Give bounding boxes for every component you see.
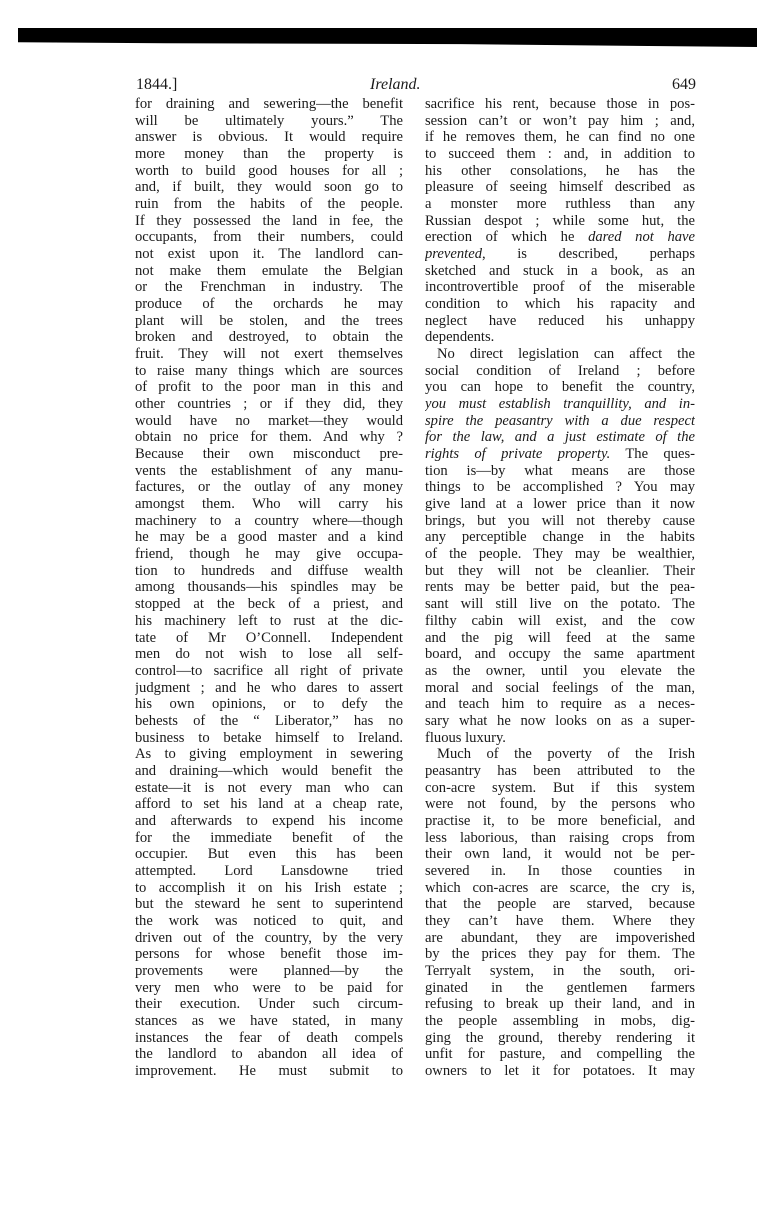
text-line [135, 896, 403, 913]
text-line [135, 396, 403, 413]
italic-text-segment: dared not have [588, 229, 695, 246]
text-line [425, 746, 695, 763]
text-segment: he may be a good master and a kind [135, 529, 403, 546]
text-line [135, 179, 403, 196]
text-segment: sacrifice his rent, because those in pos- [425, 96, 695, 112]
text-segment: refusing to break up their land, and in [425, 996, 695, 1013]
text-segment: The ques- [610, 446, 695, 463]
text-line [425, 279, 695, 296]
text-segment: their own land, it would not be per- [425, 846, 695, 863]
text-line [425, 846, 695, 863]
text-segment: As to giving employment in sewering [135, 746, 403, 763]
text-segment: factures, or the outlay of any money [135, 479, 403, 496]
text-segment: that the people are starved, because [425, 896, 695, 913]
text-line [135, 946, 403, 963]
text-line [425, 446, 695, 463]
text-segment: which con-acres are scarce, the cry is, [425, 879, 695, 896]
text-segment: ging the ground, thereby rendering it [425, 1029, 695, 1046]
text-line [135, 363, 403, 380]
text-segment: but the steward he sent to superintend [135, 896, 403, 913]
text-line [425, 563, 695, 580]
text-segment: tion to hundreds and diffuse wealth [135, 562, 403, 579]
text-line [135, 830, 403, 847]
text-segment: tate of Mr O’Connell. Independent [135, 629, 403, 646]
italic-text-segment: rights of private property. [425, 446, 611, 463]
text-segment: were not found, by the persons who [425, 796, 695, 813]
text-segment: practise it, to be more beneficial, and [425, 812, 695, 829]
text-line [135, 1013, 403, 1030]
text-line [135, 880, 403, 897]
text-line [425, 229, 695, 246]
text-line [425, 980, 695, 997]
text-line [135, 1030, 403, 1047]
text-segment: but they will not be cleanlier. Their [425, 562, 695, 579]
italic-text-segment: for the law, and a just estimate of the [425, 429, 695, 446]
text-segment: if he removes them, he can find no one [425, 129, 695, 146]
text-line [425, 946, 695, 963]
text-line [425, 796, 695, 813]
text-line [135, 129, 403, 146]
text-segment: brings, but you will not thereby cause [425, 512, 695, 529]
text-line [135, 529, 403, 546]
text-line [425, 1063, 695, 1080]
text-segment: to raise many things which are sources [135, 362, 403, 379]
scan-edge-black-bar [18, 28, 757, 47]
text-line [425, 963, 695, 980]
text-line [135, 963, 403, 980]
text-line [425, 1046, 695, 1063]
page-number: 649 [672, 76, 696, 93]
text-line [135, 846, 403, 863]
text-line [135, 646, 403, 663]
italic-text-segment: you must establish tranquillity, and in- [425, 396, 695, 413]
text-column-right [425, 96, 695, 1080]
text-line [425, 96, 695, 113]
text-segment: filthy cabin will exist, and the cow [425, 612, 695, 629]
text-line [135, 563, 403, 580]
text-segment: men do not wish to lose all self- [135, 646, 403, 663]
text-segment: more money than the property is [135, 146, 403, 163]
text-segment: for draining and sewering—the benefit [135, 96, 403, 112]
text-segment: his other consolations, he has the [425, 162, 695, 179]
text-segment: very men who were to be paid for [135, 979, 403, 996]
text-segment: you can hope to benefit the country, [425, 379, 695, 396]
text-line [135, 429, 403, 446]
text-line [135, 479, 403, 496]
text-line [425, 179, 695, 196]
text-segment: for the immediate benefit of the [135, 829, 403, 846]
text-line [135, 196, 403, 213]
text-segment: and teach him to require as a neces- [425, 696, 695, 713]
text-segment: con-acre system. But if this system [425, 779, 695, 796]
text-segment: sary what he now looks on as a super- [425, 712, 695, 729]
text-segment: and, if built, they would soon go to [135, 179, 403, 196]
text-segment: sant will still live on the potato. The [425, 596, 695, 613]
text-segment: Terryalt system, in the south, ori- [425, 962, 695, 979]
text-line [135, 780, 403, 797]
text-line [425, 513, 695, 530]
text-line [135, 713, 403, 730]
text-segment: afford to set his land at a cheap rate, [135, 796, 403, 813]
text-line [135, 813, 403, 830]
text-line [135, 663, 403, 680]
text-segment: persons for whose benefit those im- [135, 946, 403, 963]
text-segment: will be ultimately yours.” The [135, 112, 403, 129]
text-segment: severed in. In those counties in [425, 862, 695, 879]
text-line [135, 246, 403, 263]
text-line [425, 730, 695, 747]
text-line [135, 746, 403, 763]
text-segment: tion is—by what means are those [425, 462, 695, 479]
text-segment: as the owner, until you elevate the [425, 662, 695, 679]
text-segment: dependents. [425, 329, 495, 346]
text-segment: vents the establishment of any manu- [135, 462, 403, 479]
text-segment: sketched and stuck in a book, as an [425, 262, 695, 279]
text-segment: obtain no price for them. And why ? [135, 429, 403, 446]
text-segment: stopped at the beck of a priest, and [135, 596, 403, 613]
text-line [135, 346, 403, 363]
text-line [135, 730, 403, 747]
text-segment: any perceptible change in the habits [425, 529, 695, 546]
text-line [425, 479, 695, 496]
text-line [135, 379, 403, 396]
text-line [135, 546, 403, 563]
text-segment: friend, though he may give occupa- [135, 546, 403, 563]
text-segment: things to be accomplished ? You may [425, 479, 695, 496]
text-segment: control—to sacrifice all right of private [135, 662, 403, 679]
text-segment: fluous luxury. [425, 729, 506, 746]
text-segment: and the pig will feed at the same [425, 629, 695, 646]
text-line [135, 1046, 403, 1063]
text-line [135, 980, 403, 997]
text-segment: and draining—which would benefit the [135, 762, 403, 779]
text-segment: their execution. Under such circum- [135, 996, 403, 1013]
text-segment: broken and destroyed, to obtain the [135, 329, 403, 346]
text-line [425, 930, 695, 947]
text-line [135, 1063, 403, 1080]
text-segment: are abundant, they are impoverished [425, 929, 695, 946]
text-segment: not exist upon it. The landlord can- [135, 246, 403, 263]
text-segment: of profit to the poor man in this and [135, 379, 403, 396]
text-line [425, 296, 695, 313]
text-line [425, 579, 695, 596]
text-line [135, 113, 403, 130]
text-line [425, 263, 695, 280]
text-segment: session can’t or won’t pay him ; and, [425, 112, 695, 129]
text-segment: instances the fear of death compels [135, 1029, 403, 1046]
text-segment: If they possessed the land in fee, the [135, 212, 403, 229]
text-segment: to accomplish it on his Irish estate ; [135, 879, 403, 896]
text-line [135, 229, 403, 246]
italic-text-segment: prevented [425, 246, 482, 263]
text-segment: Russian despot ; while some hut, the [425, 212, 695, 229]
text-line [425, 413, 695, 430]
text-segment: answer is obvious. It would require [135, 129, 403, 146]
text-line [425, 630, 695, 647]
text-segment: peasantry has been attributed to the [425, 762, 695, 779]
text-line [135, 796, 403, 813]
text-line [425, 813, 695, 830]
text-line [135, 630, 403, 647]
text-line [135, 213, 403, 230]
text-line [425, 896, 695, 913]
text-line [425, 496, 695, 513]
text-segment: judgment ; and he who dares to assert [135, 679, 403, 696]
text-segment: owners to let it for potatoes. It may [425, 1062, 695, 1079]
text-line [135, 96, 403, 113]
text-segment: machinery to a country where—though [135, 512, 403, 529]
text-line [425, 163, 695, 180]
text-line [135, 463, 403, 480]
text-segment: plant will be stolen, and the trees [135, 312, 403, 329]
text-line [425, 713, 695, 730]
text-line [425, 763, 695, 780]
text-line [425, 113, 695, 130]
text-line [425, 363, 695, 380]
text-line [425, 613, 695, 630]
text-line [425, 429, 695, 446]
text-segment: fruit. They will not exert themselves [135, 346, 403, 363]
text-segment: unfit for pasture, and compelling the [425, 1046, 695, 1063]
text-line [135, 763, 403, 780]
text-segment: his own opinions, or to defy the [135, 696, 403, 713]
text-segment: to succeed them : and, in addition to [425, 146, 695, 163]
text-segment: driven out of the country, by the very [135, 929, 403, 946]
text-segment: behests of the “ Liberator,” has no [135, 712, 403, 729]
text-segment: attempted. Lord Lansdowne tried [135, 862, 403, 879]
text-line [135, 613, 403, 630]
text-segment: the work was noticed to quit, and [135, 912, 403, 929]
text-segment: incontrovertible proof of the miserable [425, 279, 695, 296]
text-segment: the people assembling in mobs, dig- [425, 1012, 695, 1029]
text-line [425, 830, 695, 847]
text-line [425, 129, 695, 146]
text-line [135, 163, 403, 180]
italic-text-segment: spire the peasantry with a due respect [425, 412, 695, 429]
text-segment: give land at a lower price than it now [425, 496, 695, 513]
text-line [425, 529, 695, 546]
text-segment: pleasure of seeing himself described as [425, 179, 695, 196]
text-segment: improvement. He must submit to [135, 1062, 403, 1079]
text-segment: worth to build good houses for all ; [135, 162, 403, 179]
text-segment: ruin from the habits of the people. [135, 196, 403, 213]
text-segment: would have no market—they would [135, 412, 403, 429]
text-line [135, 329, 403, 346]
text-line [425, 863, 695, 880]
text-line [135, 513, 403, 530]
text-segment: not make them emulate the Belgian [135, 262, 403, 279]
text-segment: amongst them. Who will carry his [135, 496, 403, 513]
text-line [425, 780, 695, 797]
text-segment: a monster more ruthless than any [425, 196, 695, 213]
text-line [135, 296, 403, 313]
text-line [135, 680, 403, 697]
text-segment: board, and occupy the same apartment [425, 646, 695, 663]
text-line [425, 680, 695, 697]
text-segment: of the people. They may be wealthier, [425, 546, 695, 563]
text-line [135, 579, 403, 596]
text-line [135, 263, 403, 280]
text-segment: produce of the orchards he may [135, 296, 403, 313]
running-head-title: Ireland. [370, 76, 421, 93]
text-line [425, 196, 695, 213]
text-line [135, 446, 403, 463]
text-line [425, 246, 695, 263]
text-line [425, 913, 695, 930]
text-segment: other countries ; or if they did, they [135, 396, 403, 413]
text-segment: neglect have reduced his unhappy [425, 312, 695, 329]
text-segment: social condition of Ireland ; before [425, 362, 695, 379]
text-segment: Because their own misconduct pre- [135, 446, 403, 463]
text-segment: condition to which his rapacity and [425, 296, 695, 313]
text-segment: the landlord to abandon all idea of [135, 1046, 403, 1063]
text-line [425, 696, 695, 713]
text-line [135, 413, 403, 430]
text-line [425, 1030, 695, 1047]
text-line [135, 696, 403, 713]
text-line [425, 396, 695, 413]
text-line [135, 496, 403, 513]
text-segment: less laborious, than raising crops from [425, 829, 695, 846]
text-line [425, 463, 695, 480]
text-line [135, 279, 403, 296]
text-segment: stances as we have stated, in many [135, 1012, 403, 1029]
text-segment: , is described, perhaps [482, 246, 695, 263]
text-line [425, 663, 695, 680]
text-line [425, 346, 695, 363]
text-segment: or the Frenchman in industry. The [135, 279, 403, 296]
running-head-year: 1844.] [136, 76, 178, 93]
text-segment: by the prices they pay for them. The [425, 946, 695, 963]
text-line [425, 1013, 695, 1030]
text-line [135, 913, 403, 930]
text-line [135, 930, 403, 947]
text-line [425, 596, 695, 613]
text-line [135, 146, 403, 163]
text-line [425, 996, 695, 1013]
text-segment: rents may be better paid, but the pea- [425, 579, 695, 596]
text-segment: moral and social feelings of the man, [425, 679, 695, 696]
text-segment: his machinery left to rust at the dic- [135, 612, 403, 629]
text-segment: occupier. But even this has been [135, 846, 403, 863]
text-line [425, 329, 695, 346]
text-line [425, 146, 695, 163]
text-segment: they can’t have them. Where they [425, 912, 695, 929]
text-line [425, 313, 695, 330]
text-line [425, 213, 695, 230]
text-segment: erection of which he [425, 229, 589, 246]
text-segment: Much of the poverty of the Irish [437, 746, 695, 763]
text-line [135, 596, 403, 613]
text-line [135, 996, 403, 1013]
text-line [425, 646, 695, 663]
text-line [135, 313, 403, 330]
text-line [425, 379, 695, 396]
text-segment: occupants, from their numbers, could [135, 229, 403, 246]
text-column-left [135, 96, 403, 1080]
text-line [425, 880, 695, 897]
text-line [135, 863, 403, 880]
text-segment: provements were planned—by the [135, 962, 403, 979]
text-segment: and afterwards to expend his income [135, 812, 403, 829]
text-segment: estate—it is not every man who can [135, 779, 403, 796]
text-segment: among thousands—his spindles may be [135, 579, 403, 596]
text-segment: No direct legislation can affect the [437, 346, 695, 363]
text-segment: ginated in the gentlemen farmers [425, 979, 695, 996]
text-segment: business to betake himself to Ireland. [135, 729, 403, 746]
text-line [425, 546, 695, 563]
